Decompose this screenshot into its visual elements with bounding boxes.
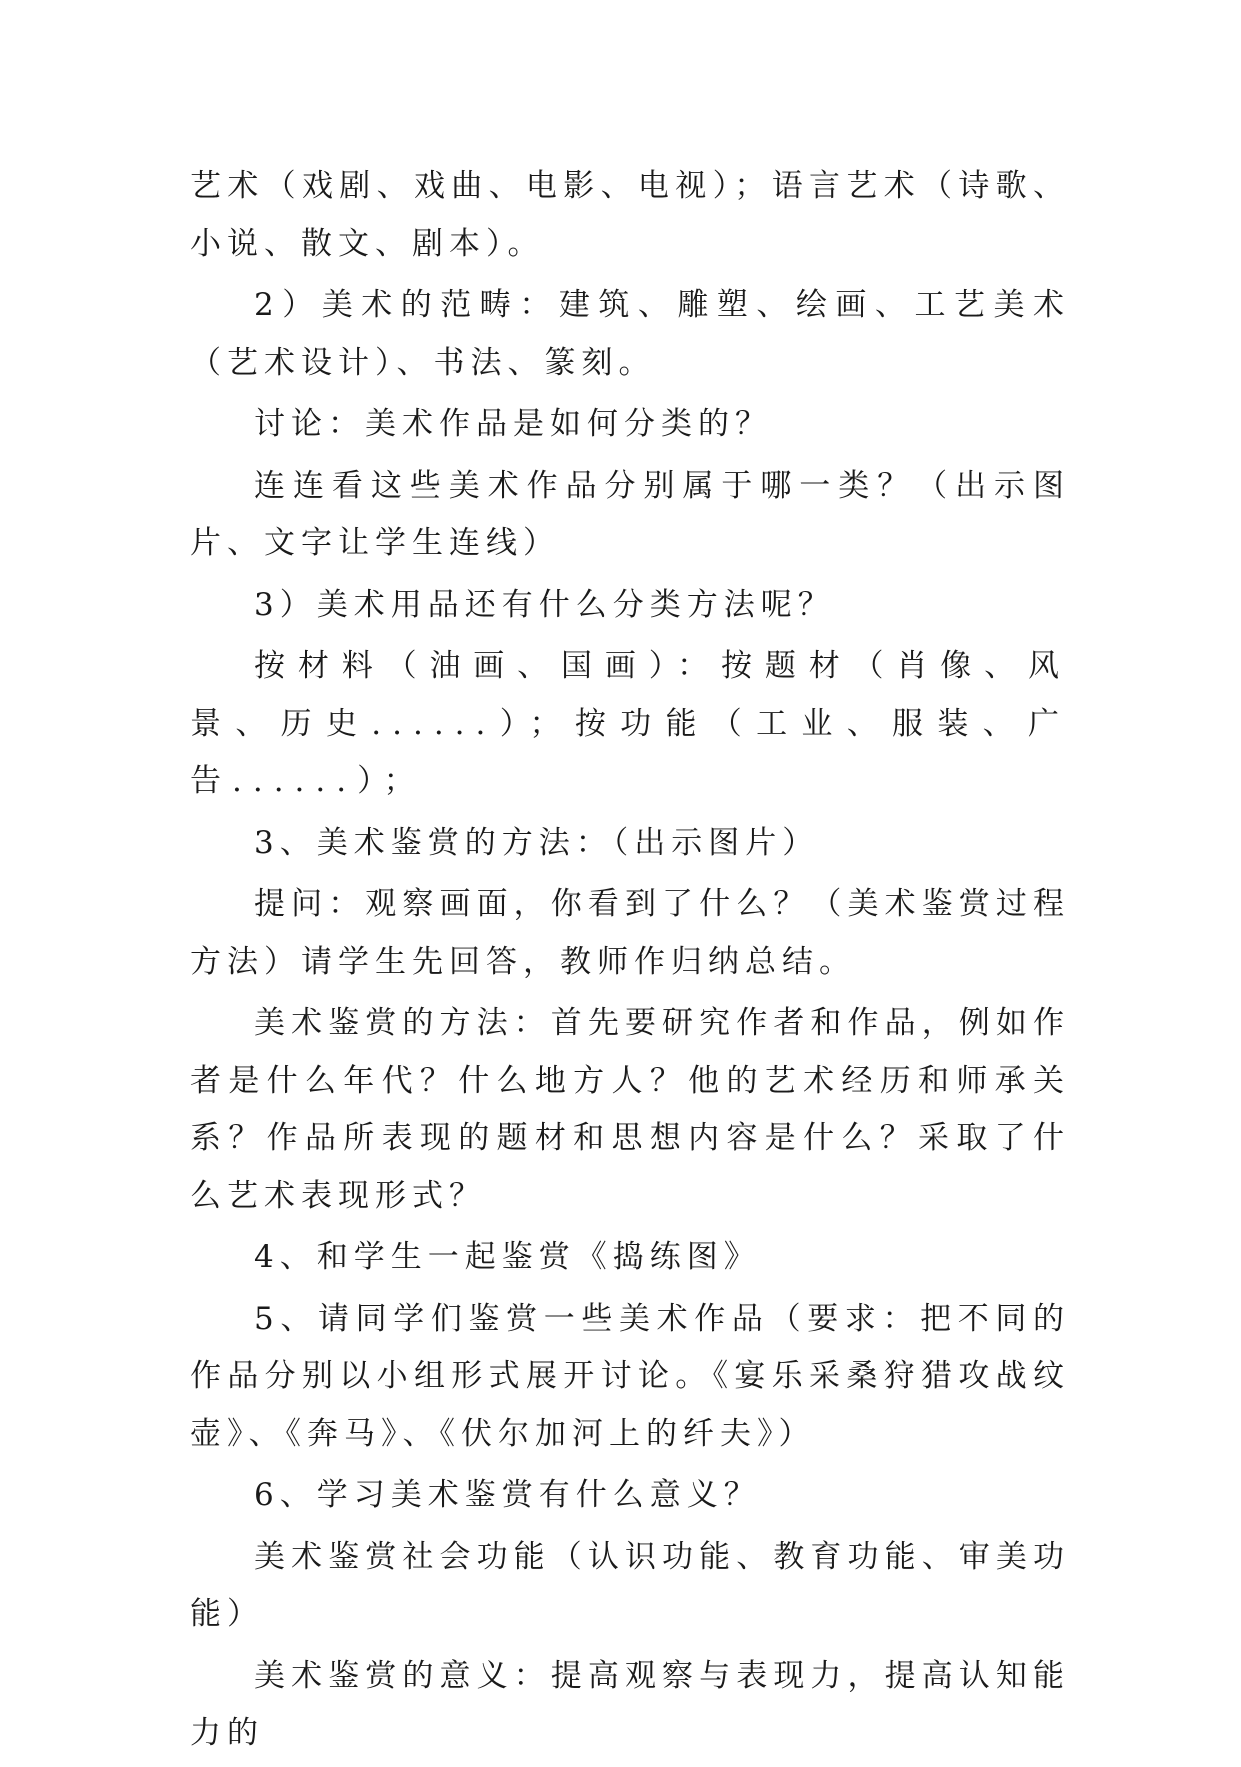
paragraph-group-appreciation: 5、请同学们鉴赏一些美术作品（要求：把不同的作品分别以小组形式展开讨论。《宴乐采桑狩猎攻战纹壶》、《奔马》、《伏尔加河上的纤夫》） <box>190 1300 1070 1452</box>
paragraph-social-functions: 美术鉴赏社会功能（认识功能、教育功能、审美功能） <box>190 1538 1070 1632</box>
paragraph-appreciation-methods-heading: 3、美术鉴赏的方法：（出示图片） <box>254 824 820 861</box>
paragraph-art-scope: 2）美术的范畴：建筑、雕塑、绘画、工艺美术（艺术设计）、书法、篆刻。 <box>190 287 1070 381</box>
paragraph-art-categories-continued: 艺术（戏剧、戏曲、电影、电视）；语言艺术（诗歌、小说、散文、剧本）。 <box>190 168 1070 262</box>
paragraph-appreciation-methods: 美术鉴赏的方法：首先要研究作者和作品，例如作者是什么年代？什么地方人？他的艺术经历和师承关系？作品所表现的题材和思想内容是什么？采取了什么艺术表现形式？ <box>190 1005 1070 1214</box>
paragraph-question-observe: 提问：观察画面，你看到了什么？（美术鉴赏过程方法）请学生先回答，教师作归纳总结。 <box>190 886 1070 980</box>
paragraph-matching-activity: 连连看这些美术作品分别属于哪一类？（出示图片、文字让学生连线） <box>190 467 1070 561</box>
paragraph-other-classification: 3）美术用品还有什么分类方法呢？ <box>254 586 835 623</box>
document-body <box>190 158 1070 1767</box>
paragraph-classification-methods: 按材料（油画、国画）：按题材（肖像、风景、历史......）；按功能（工业、服装、广告......）； <box>190 648 1070 799</box>
paragraph-significance: 美术鉴赏的意义：提高观察与表现力，提高认知能力的 <box>190 1657 1070 1751</box>
paragraph-significance-question: 6、学习美术鉴赏有什么意义？ <box>254 1477 761 1513</box>
paragraph-discussion: 讨论：美术作品是如何分类的？ <box>254 406 772 442</box>
paragraph-daolian-tu: 4、和学生一起鉴赏《捣练图》 <box>254 1239 761 1275</box>
